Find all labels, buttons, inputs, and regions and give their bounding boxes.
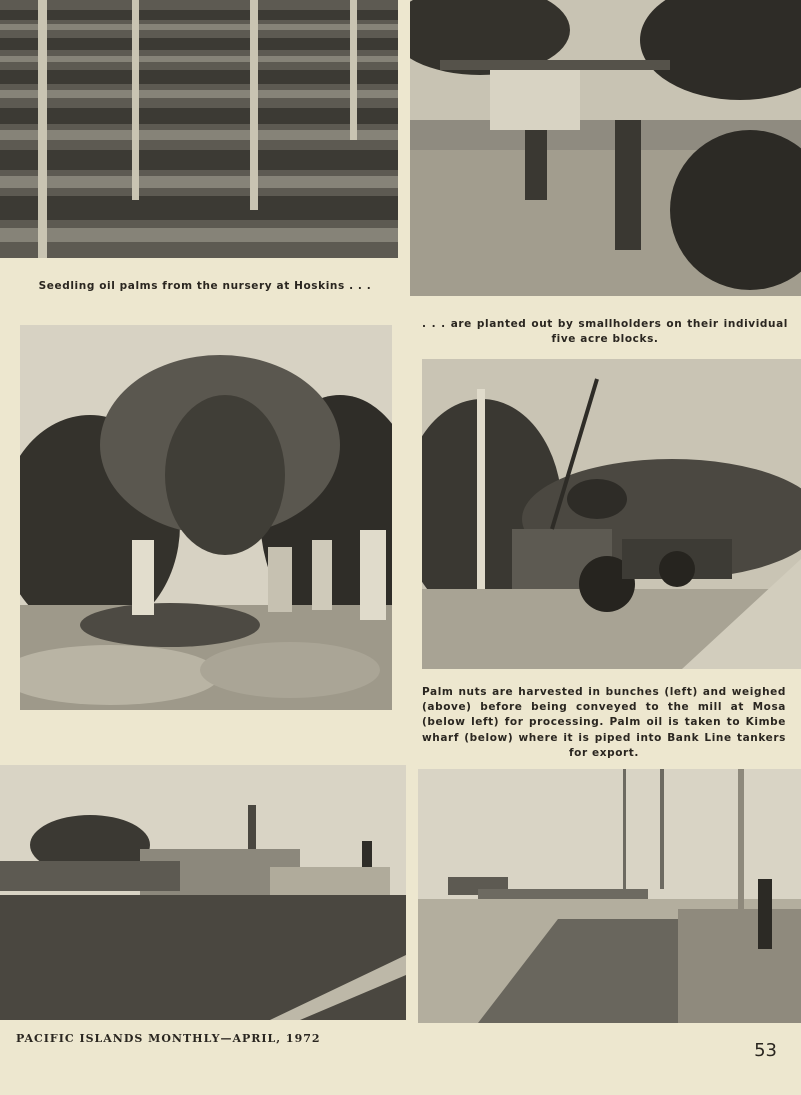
photo-kimbe-wharf — [418, 769, 801, 1023]
photo-palm-harvest — [20, 325, 392, 710]
photo-mosa-mill — [0, 765, 406, 1020]
caption-nursery: Seedling oil palms from the nursery at Hoskins . . . — [38, 280, 372, 292]
footer-publication: PACIFIC ISLANDS MONTHLY—APRIL, 1972 — [16, 1032, 321, 1045]
photo-smallholder-block — [410, 0, 801, 296]
photo-weighing-tractor — [422, 359, 801, 669]
page-number: 53 — [754, 1040, 777, 1061]
caption-planted: . . . are planted out by smallholders on their individual five acre blocks. — [422, 318, 788, 346]
caption-harvest: Palm nuts are harvested in bunches (left) and weighed (above) before being conveyed to the mill at Mosa (below left) for processing. Palm oil is taken to Kimbe wharf (below) where it is piped into Bank Line tankers for export. — [422, 686, 786, 759]
photo-seedling-nursery — [0, 0, 398, 258]
